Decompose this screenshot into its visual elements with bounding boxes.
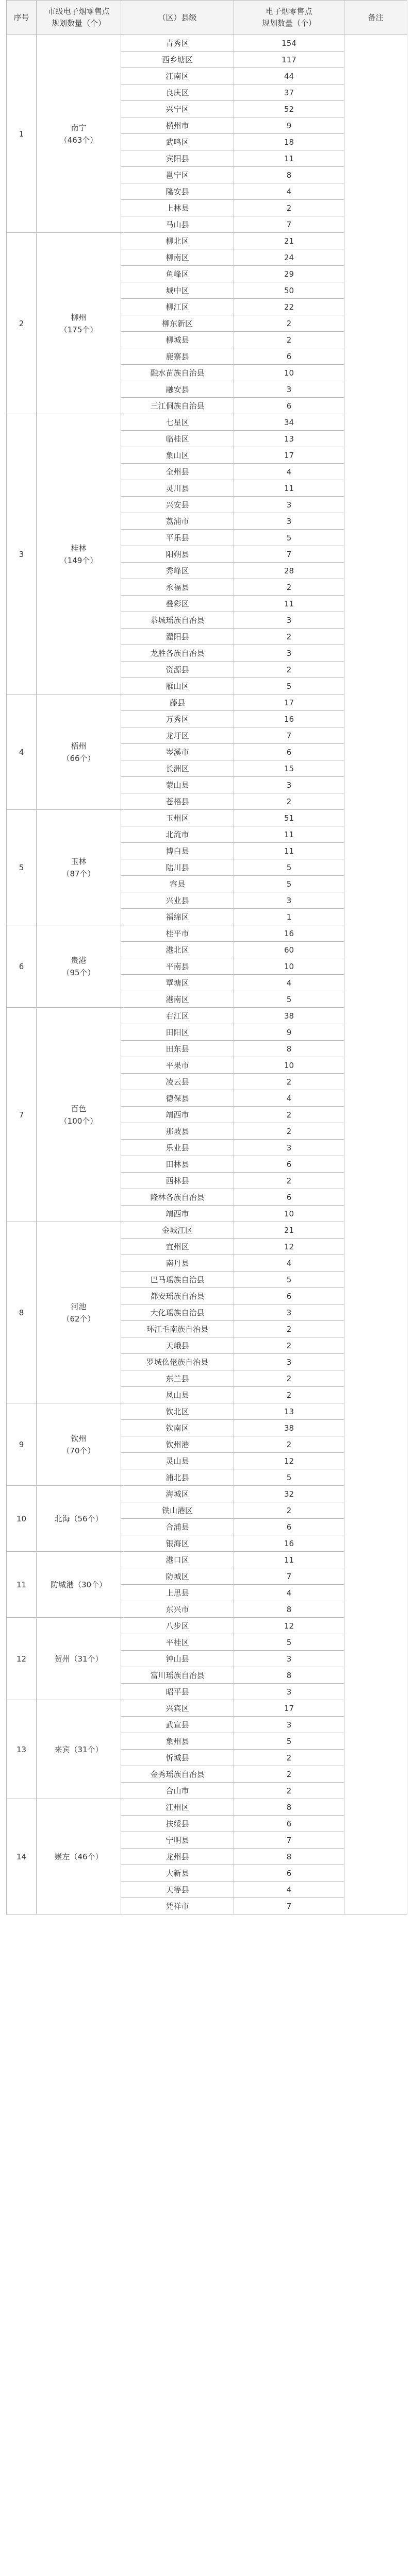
county-name: 大化瑶族自治县 <box>121 1304 234 1321</box>
city-cell <box>37 1799 121 1914</box>
county-name: 龙圩区 <box>121 727 234 744</box>
city-cell <box>37 233 121 414</box>
county-name: 柳南区 <box>121 249 234 266</box>
header-city-quota <box>37 1 121 35</box>
county-name: 那坡县 <box>121 1123 234 1140</box>
county-quota: 117 <box>234 52 344 68</box>
county-quota: 60 <box>234 942 344 958</box>
county-quota: 18 <box>234 134 344 150</box>
county-name: 八步区 <box>121 1618 234 1634</box>
county-quota: 3 <box>234 777 344 793</box>
city-name: 河池 <box>71 1301 87 1311</box>
county-quota: 17 <box>234 447 344 464</box>
county-name: 乐业县 <box>121 1140 234 1156</box>
row-number: 8 <box>7 1222 37 1403</box>
county-quota: 2 <box>234 579 344 596</box>
county-name: 兴宁区 <box>121 101 234 117</box>
county-name: 武鸣区 <box>121 134 234 150</box>
county-name: 万秀区 <box>121 711 234 727</box>
county-name: 海城区 <box>121 1486 234 1502</box>
county-name: 凤山县 <box>121 1387 234 1403</box>
county-name: 陆川县 <box>121 859 234 876</box>
county-quota: 2 <box>234 1123 344 1140</box>
county-quota: 2 <box>234 332 344 348</box>
county-name: 钦北区 <box>121 1403 234 1420</box>
row-number: 11 <box>7 1552 37 1618</box>
county-quota: 5 <box>234 859 344 876</box>
header-county-quota-line1: 电子烟零售点 <box>266 7 312 16</box>
header-row <box>7 1 407 35</box>
county-name: 上思县 <box>121 1585 234 1601</box>
county-name: 长洲区 <box>121 760 234 777</box>
header-remark: 备注 <box>344 1 407 35</box>
row-number: 12 <box>7 1618 37 1700</box>
county-name: 荔浦市 <box>121 513 234 530</box>
county-name: 灌阳县 <box>121 629 234 645</box>
county-name: 天等县 <box>121 1882 234 1898</box>
city-name: 北海 <box>54 1514 70 1523</box>
city-cell <box>37 1700 121 1799</box>
county-quota: 16 <box>234 925 344 942</box>
county-quota: 7 <box>234 1898 344 1914</box>
county-name: 鹿寨县 <box>121 348 234 365</box>
header-county-quota <box>234 1 344 35</box>
county-name: 上林县 <box>121 200 234 216</box>
row-number: 10 <box>7 1486 37 1552</box>
county-name: 天峨县 <box>121 1337 234 1354</box>
county-quota: 5 <box>234 1634 344 1651</box>
county-quota: 4 <box>234 1090 344 1107</box>
city-name: 柳州 <box>71 312 87 322</box>
county-quota: 10 <box>234 1057 344 1074</box>
county-quota: 8 <box>234 1849 344 1865</box>
county-name: 秀峰区 <box>121 563 234 579</box>
county-name: 富川瑶族自治县 <box>121 1667 234 1684</box>
city-name: 防城港 <box>50 1580 74 1589</box>
county-quota: 3 <box>234 1304 344 1321</box>
county-name: 柳城县 <box>121 332 234 348</box>
county-name: 恭城瑶族自治县 <box>121 612 234 629</box>
row-number: 3 <box>7 414 37 694</box>
county-quota: 5 <box>234 1733 344 1750</box>
city-name: 钦州 <box>71 1433 87 1443</box>
county-quota: 37 <box>234 84 344 101</box>
county-quota: 2 <box>234 1436 344 1453</box>
city-total: （463个） <box>59 135 98 145</box>
county-quota: 52 <box>234 101 344 117</box>
county-quota: 4 <box>234 975 344 991</box>
county-name: 田林县 <box>121 1156 234 1173</box>
city-cell <box>37 414 121 694</box>
county-name: 昭平县 <box>121 1684 234 1700</box>
county-name: 融水苗族自治县 <box>121 365 234 381</box>
county-quota: 16 <box>234 711 344 727</box>
county-name: 永福县 <box>121 579 234 596</box>
county-quota: 7 <box>234 1832 344 1849</box>
city-total: （62个） <box>62 1314 95 1324</box>
county-quota: 1 <box>234 909 344 925</box>
county-quota: 16 <box>234 1535 344 1552</box>
county-quota: 24 <box>234 249 344 266</box>
county-name: 港北区 <box>121 942 234 958</box>
county-quota: 51 <box>234 810 344 826</box>
county-name: 灵川县 <box>121 480 234 497</box>
county-quota: 2 <box>234 1783 344 1799</box>
row-number: 1 <box>7 35 37 233</box>
county-name: 宁明县 <box>121 1832 234 1849</box>
county-quota: 3 <box>234 513 344 530</box>
table-row <box>7 35 407 52</box>
county-quota: 5 <box>234 1469 344 1486</box>
county-quota: 6 <box>234 1156 344 1173</box>
county-quota: 3 <box>234 1684 344 1700</box>
city-total: （175个） <box>59 325 98 334</box>
county-name: 钦州港 <box>121 1436 234 1453</box>
city-total: （56个） <box>70 1514 103 1523</box>
county-name: 资源县 <box>121 662 234 678</box>
city-total: （87个） <box>62 869 95 878</box>
county-quota: 11 <box>234 596 344 612</box>
county-name: 岑溪市 <box>121 744 234 760</box>
retail-point-quota-table <box>6 0 407 1914</box>
county-quota: 7 <box>234 216 344 233</box>
county-quota: 5 <box>234 530 344 546</box>
county-quota: 7 <box>234 1568 344 1585</box>
header-county-quota-line2: 规划数量（个） <box>261 19 316 28</box>
county-name: 江州区 <box>121 1799 234 1816</box>
county-name: 象州县 <box>121 1733 234 1750</box>
county-name: 融安县 <box>121 381 234 398</box>
county-name: 巴马瑶族自治县 <box>121 1272 234 1288</box>
county-name: 青秀区 <box>121 35 234 52</box>
city-total: （70个） <box>62 1446 95 1455</box>
county-quota: 2 <box>234 1750 344 1766</box>
county-name: 浦北县 <box>121 1469 234 1486</box>
county-quota: 2 <box>234 1502 344 1519</box>
county-quota: 8 <box>234 1667 344 1684</box>
county-quota: 4 <box>234 1585 344 1601</box>
city-name: 贵港 <box>71 955 87 965</box>
county-quota: 17 <box>234 694 344 711</box>
county-name: 扶绥县 <box>121 1816 234 1832</box>
county-quota: 8 <box>234 1041 344 1057</box>
table-header <box>7 1 407 35</box>
city-cell <box>37 694 121 810</box>
county-name: 靖西市 <box>121 1107 234 1123</box>
county-quota: 154 <box>234 35 344 52</box>
city-cell <box>37 925 121 1008</box>
header-city-quota-line2: 规划数量（个） <box>51 19 106 28</box>
county-name: 苍梧县 <box>121 793 234 810</box>
city-cell <box>37 35 121 233</box>
county-name: 平桂区 <box>121 1634 234 1651</box>
city-cell <box>37 1552 121 1618</box>
county-name: 鱼峰区 <box>121 266 234 282</box>
county-quota: 29 <box>234 266 344 282</box>
header-county: （区）县级 <box>121 1 234 35</box>
county-name: 环江毛南族自治县 <box>121 1321 234 1337</box>
county-quota: 4 <box>234 183 344 200</box>
county-quota: 6 <box>234 1519 344 1535</box>
county-quota: 2 <box>234 200 344 216</box>
county-quota: 6 <box>234 348 344 365</box>
county-name: 合山市 <box>121 1783 234 1799</box>
county-quota: 2 <box>234 1173 344 1189</box>
county-name: 钟山县 <box>121 1651 234 1667</box>
county-quota: 12 <box>234 1453 344 1469</box>
county-quota: 3 <box>234 1140 344 1156</box>
row-number: 9 <box>7 1403 37 1486</box>
county-quota: 2 <box>234 1337 344 1354</box>
county-quota: 38 <box>234 1420 344 1436</box>
county-quota: 7 <box>234 546 344 563</box>
county-name: 蒙山县 <box>121 777 234 793</box>
county-quota: 3 <box>234 1717 344 1733</box>
county-quota: 6 <box>234 398 344 414</box>
city-total: （95个） <box>62 968 95 977</box>
county-name: 兴宾区 <box>121 1700 234 1717</box>
city-total: （31个） <box>70 1654 103 1664</box>
county-quota: 3 <box>234 612 344 629</box>
city-total: （30个） <box>73 1580 107 1589</box>
county-name: 宾阳县 <box>121 150 234 167</box>
county-name: 象山区 <box>121 447 234 464</box>
city-total: （149个） <box>59 555 98 565</box>
county-name: 大新县 <box>121 1865 234 1882</box>
city-total: （31个） <box>70 1744 103 1754</box>
county-quota: 6 <box>234 1816 344 1832</box>
county-name: 柳江区 <box>121 299 234 315</box>
county-quota: 11 <box>234 826 344 843</box>
county-quota: 3 <box>234 892 344 909</box>
county-quota: 12 <box>234 1239 344 1255</box>
county-name: 柳东新区 <box>121 315 234 332</box>
county-quota: 6 <box>234 744 344 760</box>
county-name: 南丹县 <box>121 1255 234 1272</box>
city-name: 玉林 <box>71 856 87 866</box>
county-name: 港南区 <box>121 991 234 1008</box>
county-quota: 6 <box>234 1865 344 1882</box>
county-name: 凌云县 <box>121 1074 234 1090</box>
county-name: 金秀瑶族自治县 <box>121 1766 234 1783</box>
county-quota: 10 <box>234 958 344 975</box>
city-name: 贺州 <box>54 1654 70 1664</box>
row-number: 13 <box>7 1700 37 1799</box>
county-name: 铁山港区 <box>121 1502 234 1519</box>
county-quota: 4 <box>234 1255 344 1272</box>
county-name: 博白县 <box>121 843 234 859</box>
county-name: 田阳区 <box>121 1024 234 1041</box>
county-name: 藤县 <box>121 694 234 711</box>
county-quota: 2 <box>234 1370 344 1387</box>
county-quota: 3 <box>234 381 344 398</box>
county-quota: 9 <box>234 117 344 134</box>
county-name: 邕宁区 <box>121 167 234 183</box>
county-quota: 13 <box>234 431 344 447</box>
county-quota: 3 <box>234 1354 344 1370</box>
city-cell <box>37 810 121 925</box>
county-name: 叠彩区 <box>121 596 234 612</box>
county-quota: 5 <box>234 1272 344 1288</box>
county-quota: 6 <box>234 1288 344 1304</box>
county-name: 右江区 <box>121 1008 234 1024</box>
county-quota: 32 <box>234 1486 344 1502</box>
county-quota: 8 <box>234 1799 344 1816</box>
county-quota: 5 <box>234 991 344 1008</box>
county-name: 隆安县 <box>121 183 234 200</box>
county-name: 柳北区 <box>121 233 234 249</box>
county-name: 都安瑶族自治县 <box>121 1288 234 1304</box>
county-name: 横州市 <box>121 117 234 134</box>
county-quota: 3 <box>234 645 344 662</box>
county-name: 合浦县 <box>121 1519 234 1535</box>
city-total: （66个） <box>62 753 95 763</box>
county-name: 阳朔县 <box>121 546 234 563</box>
remark-cell <box>344 35 407 1914</box>
city-cell <box>37 1403 121 1486</box>
city-name: 来宾 <box>54 1744 70 1754</box>
row-number: 4 <box>7 694 37 810</box>
header-city-quota-line1: 市级电子烟零售点 <box>47 7 110 16</box>
county-quota: 11 <box>234 480 344 497</box>
county-quota: 2 <box>234 629 344 645</box>
county-name: 良庆区 <box>121 84 234 101</box>
city-total: （100个） <box>59 1116 98 1126</box>
county-quota: 44 <box>234 68 344 84</box>
header-no: 序号 <box>7 1 37 35</box>
city-name: 桂林 <box>71 543 87 553</box>
county-quota: 15 <box>234 760 344 777</box>
row-number: 7 <box>7 1008 37 1222</box>
county-name: 北流市 <box>121 826 234 843</box>
county-quota: 2 <box>234 315 344 332</box>
row-number: 6 <box>7 925 37 1008</box>
county-quota: 11 <box>234 150 344 167</box>
county-name: 宜州区 <box>121 1239 234 1255</box>
city-total: （46个） <box>70 1852 103 1861</box>
county-name: 临桂区 <box>121 431 234 447</box>
county-name: 凭祥市 <box>121 1898 234 1914</box>
county-quota: 10 <box>234 1206 344 1222</box>
county-name: 西乡塘区 <box>121 52 234 68</box>
county-name: 桂平市 <box>121 925 234 942</box>
county-quota: 2 <box>234 793 344 810</box>
county-quota: 34 <box>234 414 344 431</box>
city-name: 百色 <box>71 1104 87 1113</box>
county-name: 东兴市 <box>121 1601 234 1618</box>
county-name: 七星区 <box>121 414 234 431</box>
county-quota: 2 <box>234 1766 344 1783</box>
county-name: 罗城仫佬族自治县 <box>121 1354 234 1370</box>
city-cell <box>37 1008 121 1222</box>
county-name: 龙胜各族自治县 <box>121 645 234 662</box>
county-quota: 28 <box>234 563 344 579</box>
county-name: 龙州县 <box>121 1849 234 1865</box>
county-quota: 2 <box>234 1321 344 1337</box>
county-name: 三江侗族自治县 <box>121 398 234 414</box>
county-quota: 11 <box>234 843 344 859</box>
county-quota: 2 <box>234 662 344 678</box>
county-name: 覃塘区 <box>121 975 234 991</box>
row-number: 5 <box>7 810 37 925</box>
county-quota: 21 <box>234 1222 344 1239</box>
county-quota: 50 <box>234 282 344 299</box>
county-name: 田东县 <box>121 1041 234 1057</box>
city-cell <box>37 1222 121 1403</box>
county-quota: 4 <box>234 1882 344 1898</box>
county-name: 灵山县 <box>121 1453 234 1469</box>
county-name: 平乐县 <box>121 530 234 546</box>
county-name: 港口区 <box>121 1552 234 1568</box>
city-cell <box>37 1486 121 1552</box>
county-name: 靖西市 <box>121 1206 234 1222</box>
county-quota: 21 <box>234 233 344 249</box>
county-name: 东兰县 <box>121 1370 234 1387</box>
county-name: 钦南区 <box>121 1420 234 1436</box>
county-name: 隆林各族自治县 <box>121 1189 234 1206</box>
county-quota: 17 <box>234 1700 344 1717</box>
county-name: 兴安县 <box>121 497 234 513</box>
row-number: 2 <box>7 233 37 414</box>
county-name: 江南区 <box>121 68 234 84</box>
county-quota: 8 <box>234 167 344 183</box>
county-name: 玉州区 <box>121 810 234 826</box>
county-quota: 2 <box>234 1074 344 1090</box>
county-quota: 12 <box>234 1618 344 1634</box>
county-quota: 2 <box>234 1387 344 1403</box>
county-name: 雁山区 <box>121 678 234 694</box>
county-name: 福绵区 <box>121 909 234 925</box>
county-name: 兴业县 <box>121 892 234 909</box>
county-quota: 3 <box>234 1651 344 1667</box>
county-name: 全州县 <box>121 464 234 480</box>
county-quota: 13 <box>234 1403 344 1420</box>
county-name: 忻城县 <box>121 1750 234 1766</box>
county-quota: 7 <box>234 727 344 744</box>
county-quota: 9 <box>234 1024 344 1041</box>
county-quota: 5 <box>234 876 344 892</box>
county-quota: 4 <box>234 464 344 480</box>
county-name: 马山县 <box>121 216 234 233</box>
county-name: 德保县 <box>121 1090 234 1107</box>
county-name: 银海区 <box>121 1535 234 1552</box>
county-name: 容县 <box>121 876 234 892</box>
county-quota: 3 <box>234 497 344 513</box>
county-quota: 38 <box>234 1008 344 1024</box>
city-name: 南宁 <box>71 123 87 132</box>
county-name: 武宣县 <box>121 1717 234 1733</box>
table-body <box>7 35 407 1914</box>
county-name: 西林县 <box>121 1173 234 1189</box>
county-quota: 2 <box>234 1107 344 1123</box>
row-number: 14 <box>7 1799 37 1914</box>
county-quota: 11 <box>234 1552 344 1568</box>
city-cell <box>37 1618 121 1700</box>
county-quota: 10 <box>234 365 344 381</box>
city-name: 崇左 <box>54 1852 70 1861</box>
county-quota: 8 <box>234 1601 344 1618</box>
county-name: 金城江区 <box>121 1222 234 1239</box>
city-name: 梧州 <box>71 741 87 751</box>
county-name: 平南县 <box>121 958 234 975</box>
county-quota: 22 <box>234 299 344 315</box>
county-name: 防城区 <box>121 1568 234 1585</box>
county-name: 城中区 <box>121 282 234 299</box>
county-quota: 6 <box>234 1189 344 1206</box>
county-quota: 5 <box>234 678 344 694</box>
county-name: 平果市 <box>121 1057 234 1074</box>
